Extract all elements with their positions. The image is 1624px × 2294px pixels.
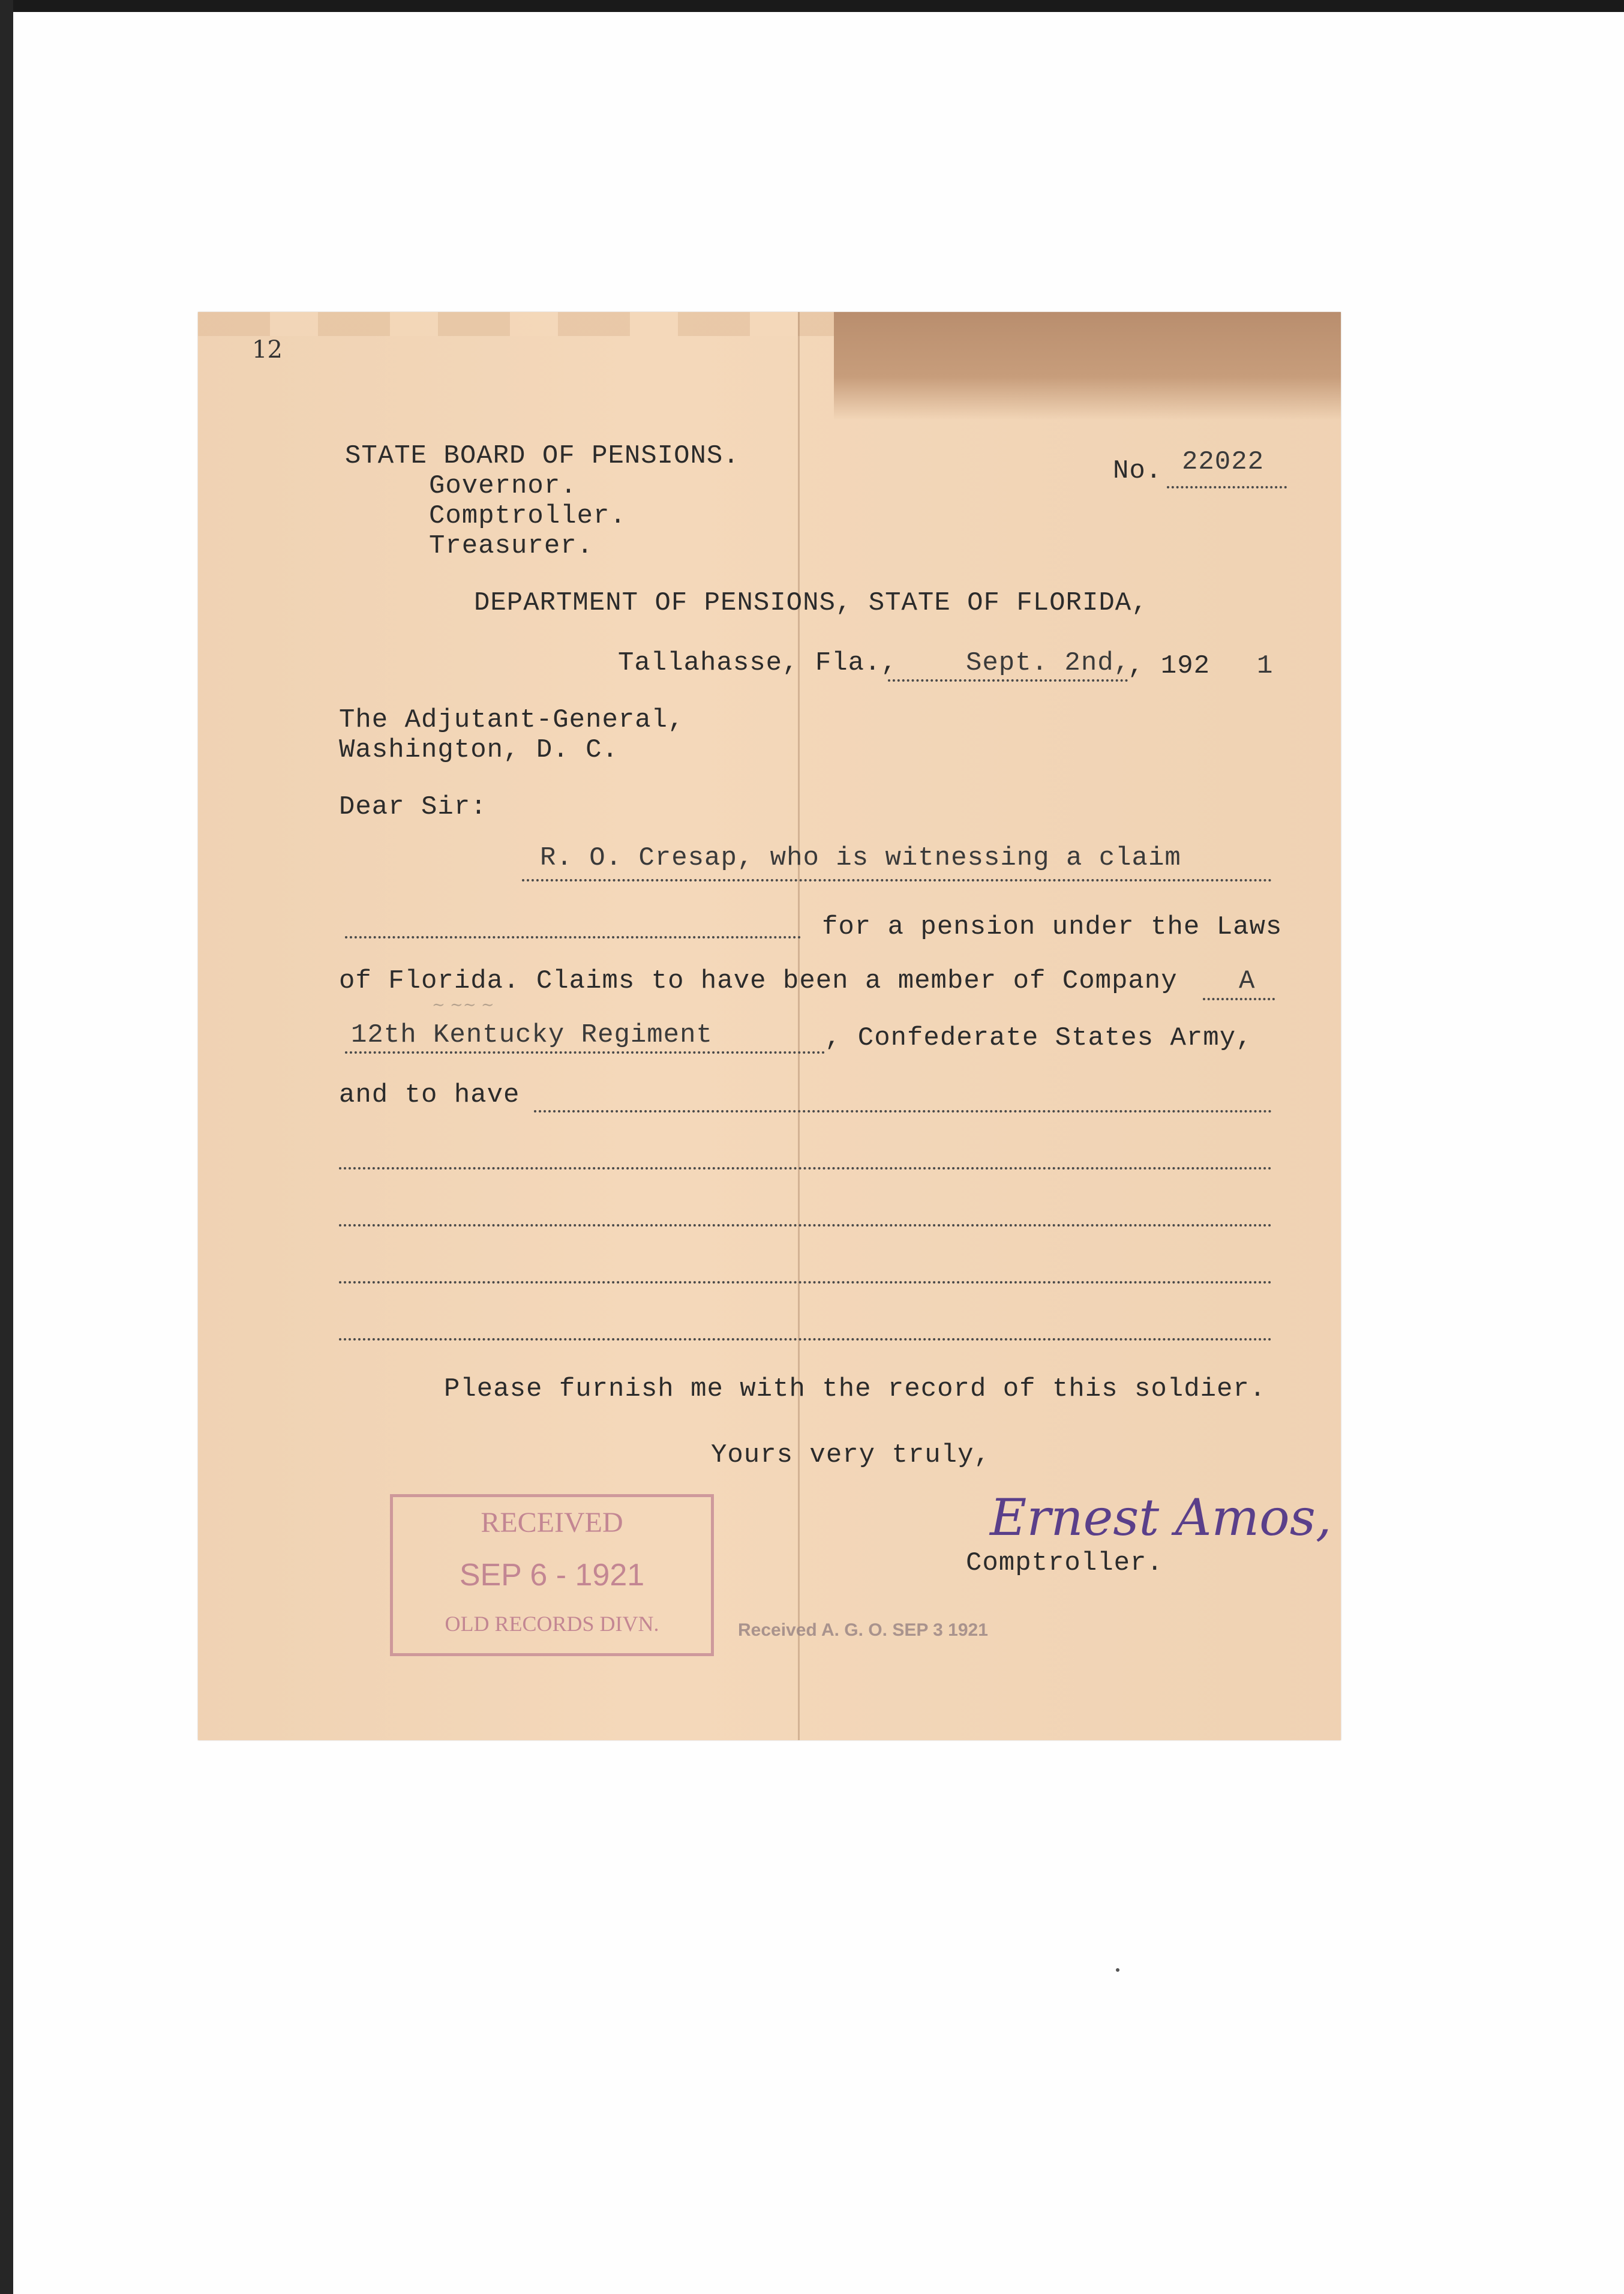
board-member-comptroller: Comptroller. [429,501,626,531]
letter-paper [198,312,1341,1740]
request-line: Please furnish me with the record of this soldier. [444,1374,1266,1404]
margin-mark: 12 [252,336,283,364]
fold-line [798,312,800,1740]
claimant-line: R. O. Cresap, who is witnessing a claim [540,843,1181,873]
ago-received-stamp: Received A. G. O. SEP 3 1921 [738,1620,988,1640]
closing: Yours very truly, [711,1440,990,1470]
stamp-division: OLD RECORDS DIVN. [445,1612,659,1636]
board-member-treasurer: Treasurer. [429,531,594,561]
date-value: Sept. 2nd, [966,648,1131,678]
torn-corner [834,312,1341,420]
pencil-annotation: ∼ ∼∼ ∼ [432,996,494,1014]
received-stamp [390,1494,714,1656]
number-label: No. [1113,456,1163,486]
scan-top-border [0,0,1624,12]
board-title: STATE BOARD OF PENSIONS. [345,441,740,471]
number-value: 22022 [1182,447,1265,477]
board-member-governor: Governor. [429,471,577,501]
recipient-line2: Washington, D. C. [339,735,619,765]
signer-title: Comptroller. [966,1548,1163,1578]
scan-left-border [0,0,13,2294]
company-value: A [1239,966,1256,996]
recipient-line1: The Adjutant-General, [339,705,685,735]
salutation: Dear Sir: [339,792,487,822]
army-text: , Confederate States Army, [825,1023,1253,1053]
pension-text: for a pension under the Laws [822,912,1283,942]
and-to-have: and to have [339,1080,520,1110]
department-heading: DEPARTMENT OF PENSIONS, STATE OF FLORIDA, [474,588,1148,618]
stamp-date: SEP 6 - 1921 [459,1558,645,1593]
regiment-value: 12th Kentucky Regiment [351,1020,713,1050]
scan-speck [1116,1968,1119,1972]
signature: Ernest Amos, [990,1488,1332,1547]
place: Tallahasse, Fla., [618,648,897,678]
year-prefix: , 192 [1128,651,1211,681]
year-suffix: 1 [1257,651,1274,681]
stamp-title: RECEIVED [481,1507,623,1539]
claims-text: of Florida. Claims to have been a member of Company [339,966,1178,996]
